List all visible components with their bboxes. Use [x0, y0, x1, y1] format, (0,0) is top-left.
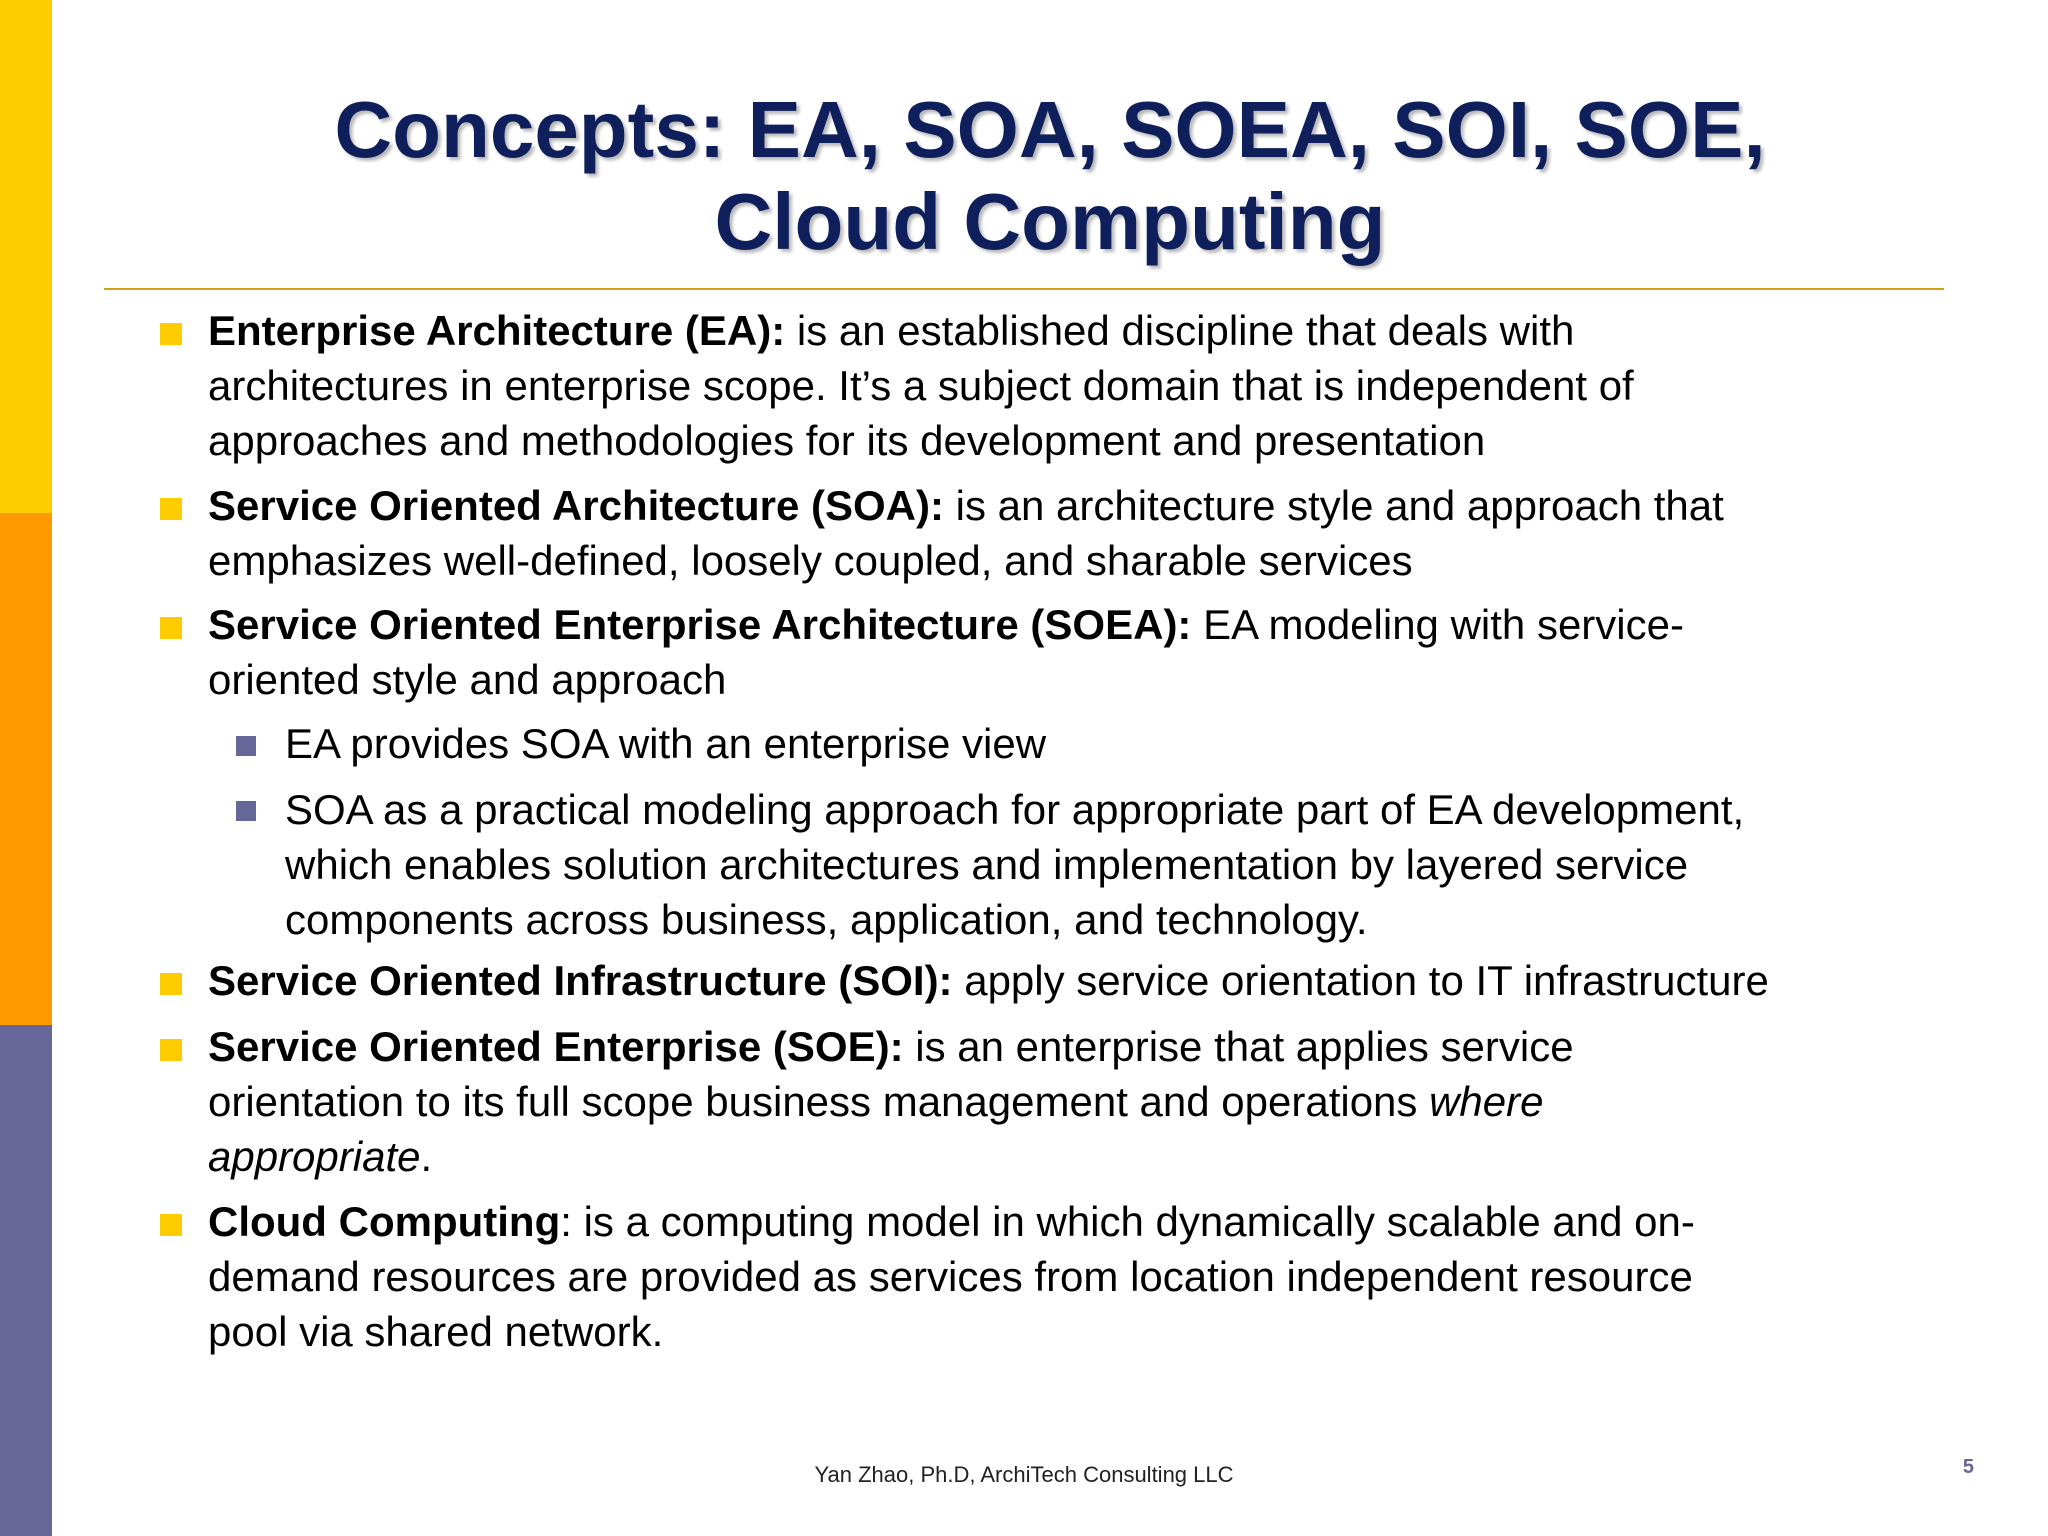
bullet-text: is an established discipline that deals with: [785, 307, 1575, 354]
term-soa: Service Oriented Architecture (SOA):: [208, 482, 944, 529]
bullet-text: : is a computing model in which dynamically scalable and on-: [560, 1198, 1695, 1245]
sub-bullet-text: SOA as a practical modeling approach for appropriate part of EA development,: [285, 786, 1745, 833]
bullet-text: demand resources are provided as services from location independent resource: [208, 1253, 1693, 1300]
sub-bullet-marker: [236, 801, 256, 821]
bullet-text: is an enterprise that applies service: [903, 1023, 1574, 1070]
bullet-soa: [208, 478, 1948, 588]
side-bar-yellow-segment: [0, 0, 52, 513]
side-bar-purple-segment: [0, 1025, 52, 1536]
sub-bullet-text: EA provides SOA with an enterprise view: [285, 720, 1047, 767]
bullet-text: EA modeling with service-: [1191, 601, 1684, 648]
sub-bullet-text: which enables solution architectures and implementation by layered service: [285, 841, 1689, 888]
bullet-text: emphasizes well-defined, loosely coupled, and sharable services: [208, 537, 1413, 584]
bullet-soe: [208, 1019, 1948, 1184]
sub-bullet-soa-practical: [285, 782, 1975, 947]
sub-bullet-ea-view: [285, 716, 1975, 771]
bullet-marker: [160, 1214, 182, 1236]
bullet-cloud-computing: [208, 1194, 1948, 1359]
bullet-marker: [160, 617, 182, 639]
bullet-marker: [160, 498, 182, 520]
bullet-text: oriented style and approach: [208, 656, 727, 703]
bullet-soi: [208, 953, 1948, 1008]
side-color-bar: [0, 0, 52, 1536]
term-soea: Service Oriented Enterprise Architecture (SOEA):: [208, 601, 1192, 648]
bullet-text: apply service orientation to IT infrastructure: [952, 957, 1769, 1004]
bullet-text: .: [420, 1133, 433, 1180]
title-line-1: Concepts: EA, SOA, SOEA, SOI, SOE,: [334, 85, 1766, 174]
bullet-text: pool via shared network.: [208, 1308, 664, 1355]
bullet-italic-text: where: [1429, 1078, 1544, 1125]
footer-author: Yan Zhao, Ph.D, ArchiTech Consulting LLC: [814, 1462, 1234, 1487]
term-cloud-computing: Cloud Computing: [208, 1198, 561, 1245]
side-bar-orange-segment: [0, 513, 52, 1025]
bullet-text: orientation to its full scope business management and operations: [208, 1078, 1430, 1125]
bullet-italic-text: appropriate: [208, 1133, 421, 1180]
bullet-text: approaches and methodologies for its development and presentation: [208, 417, 1486, 464]
bullet-text: architectures in enterprise scope. It’s a subject domain that is independent of: [208, 362, 1634, 409]
bullet-marker: [160, 323, 182, 345]
bullet-marker: [160, 973, 182, 995]
title-line-2: Cloud Computing: [714, 177, 1386, 266]
term-ea: Enterprise Architecture (EA):: [208, 307, 786, 354]
slide-title: [200, 84, 1900, 268]
bullet-soea: [208, 597, 1948, 707]
sub-bullet-marker: [236, 736, 256, 756]
bullet-text: is an architecture style and approach that: [943, 482, 1724, 529]
term-soi: Service Oriented Infrastructure (SOI):: [208, 957, 953, 1004]
sub-bullet-text: components across business, application, and technology.: [285, 896, 1368, 943]
term-soe: Service Oriented Enterprise (SOE):: [208, 1023, 904, 1070]
page-number: 5: [1962, 1456, 1974, 1478]
bullet-marker: [160, 1039, 182, 1061]
bullet-ea: [208, 303, 1948, 468]
title-divider: [104, 288, 1944, 290]
